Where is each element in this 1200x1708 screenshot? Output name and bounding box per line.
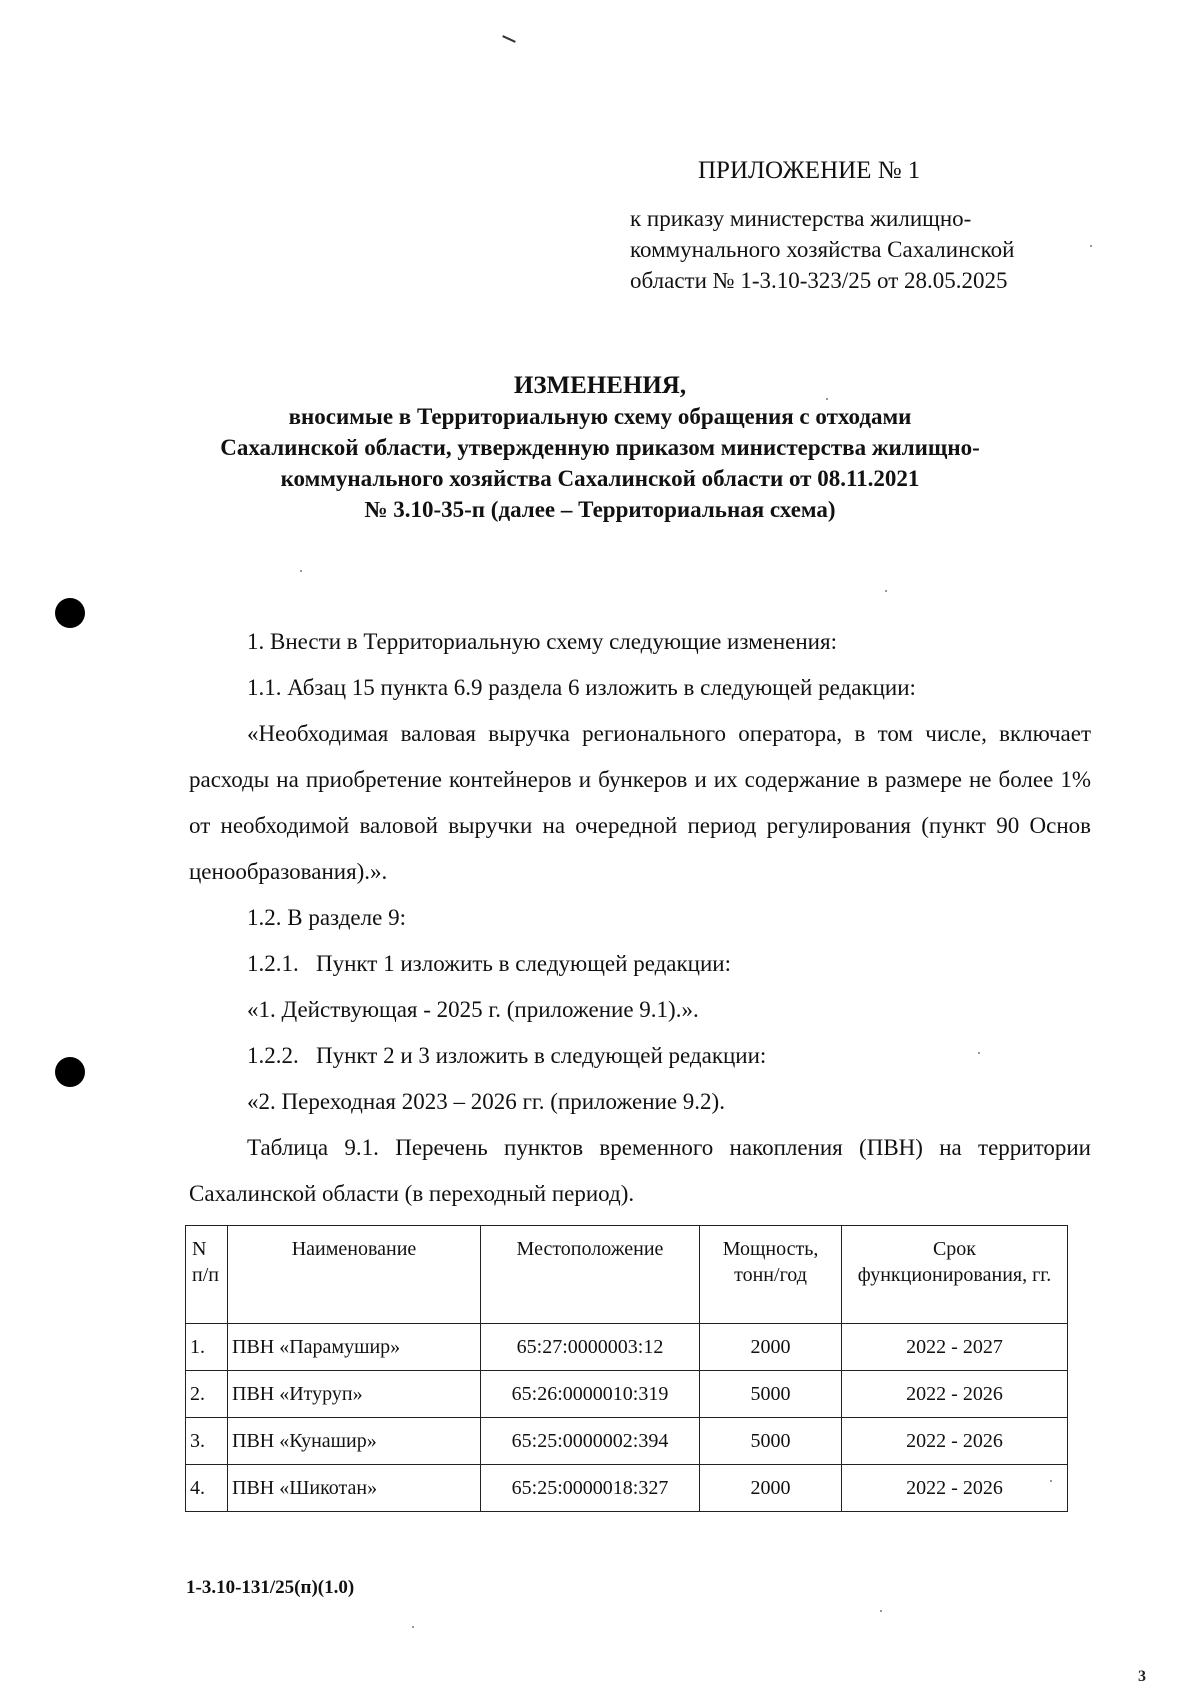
cell-num: 2. [186, 1371, 228, 1418]
scan-speck [885, 590, 887, 592]
page-mark: 3 [1138, 1668, 1146, 1685]
table-row [186, 1418, 1068, 1465]
paragraph-quote-1: «1. Действующая - 2025 г. (приложение 9.1).». [247, 997, 699, 1022]
heading-line: № 3.10-35-п (далее – Территориальная схема) [364, 497, 836, 522]
header-location: Местоположение [481, 1226, 700, 1324]
cell-name: ПВН «Итуруп» [228, 1371, 481, 1418]
document-heading [150, 370, 1050, 525]
paragraph-1-1: 1.1. Абзац 15 пункта 6.9 раздела 6 изложить в следующей редакции: [247, 675, 916, 700]
paragraph-1: 1. Внести в Территориальную схему следующие изменения: [247, 629, 837, 654]
table-header-row [186, 1226, 1068, 1324]
appendix-reference-line: коммунального хозяйства Сахалинской [630, 237, 1015, 262]
cell-name: ПВН «Парамушир» [228, 1324, 481, 1371]
cell-location: 65:25:0000018:327 [481, 1465, 700, 1512]
cell-num: 3. [186, 1418, 228, 1465]
paragraph-quote: «Необходимая валовая выручка регионального оператора, в том числе, включает расходы на приобретение контейнеров и бункеров и их содержание в размере не более 1% от необходимой валовой выручки на очередной период регулирования (пункт 90 Основ ценообразования).». [189, 721, 1091, 884]
header-name: Наименование [228, 1226, 481, 1324]
cell-name: ПВН «Кунашир» [228, 1418, 481, 1465]
table-row [186, 1465, 1068, 1512]
cell-num: 1. [186, 1324, 228, 1371]
heading-line: Сахалинской области, утвержденную приказом министерства жилищно- [220, 435, 980, 460]
cell-capacity: 5000 [700, 1371, 842, 1418]
cell-location: 65:25:0000002:394 [481, 1418, 700, 1465]
cell-capacity: 2000 [700, 1465, 842, 1512]
cell-term: 2022 - 2027 [842, 1324, 1068, 1371]
document-body [189, 619, 1091, 1217]
cell-name: ПВН «Шикотан» [228, 1465, 481, 1512]
paragraph-1-2: 1.2. В разделе 9: [247, 905, 406, 930]
table-row [186, 1324, 1068, 1371]
scan-speck [300, 570, 302, 572]
paragraph-1-2-1: 1.2.1. Пункт 1 изложить в следующей редакции: [247, 951, 731, 976]
heading-main: ИЗМЕНЕНИЯ, [513, 372, 687, 399]
cell-term: 2022 - 2026 [842, 1418, 1068, 1465]
header-capacity: Мощность, тонн/год [700, 1226, 842, 1324]
cell-location: 65:26:0000010:319 [481, 1371, 700, 1418]
appendix-reference [630, 203, 1100, 296]
scan-speck [1050, 1480, 1052, 1482]
paragraph-quote-2: «2. Переходная 2023 – 2026 гг. (приложение 9.2). [247, 1089, 725, 1114]
table-caption: Таблица 9.1. Перечень пунктов временного накопления (ПВН) на территории Сахалинской области (в переходный период). [189, 1135, 1091, 1206]
cell-capacity: 5000 [700, 1418, 842, 1465]
scan-speck [412, 1626, 414, 1628]
paragraph-1-2-2: 1.2.2. Пункт 2 и 3 изложить в следующей редакции: [247, 1043, 767, 1068]
scan-speck [826, 398, 828, 400]
heading-line: вносимые в Территориальную схему обращения с отходами [288, 404, 912, 429]
header-term: Срок функционирования, гг. [842, 1226, 1068, 1324]
punch-hole [55, 598, 85, 628]
scan-artifact [502, 35, 516, 43]
table-row [186, 1371, 1068, 1418]
punch-hole [55, 1057, 85, 1087]
heading-line: коммунального хозяйства Сахалинской области от 08.11.2021 [280, 466, 920, 491]
document-code: 1-3.10-131/25(п)(1.0) [186, 1577, 355, 1598]
cell-term: 2022 - 2026 [842, 1465, 1068, 1512]
header-num: N п/п [186, 1226, 228, 1324]
appendix-reference-line: к приказу министерства жилищно- [630, 206, 972, 231]
scan-speck [880, 1610, 882, 1612]
cell-location: 65:27:0000003:12 [481, 1324, 700, 1371]
appendix-reference-line: области № 1-3.10-323/25 от 28.05.2025 [630, 268, 1008, 293]
cell-num: 4. [186, 1465, 228, 1512]
pvn-table [185, 1225, 1068, 1512]
cell-term: 2022 - 2026 [842, 1371, 1068, 1418]
appendix-title: ПРИЛОЖЕНИЕ № 1 [698, 157, 921, 184]
scan-speck [1090, 245, 1092, 247]
scan-speck [978, 1052, 980, 1054]
cell-capacity: 2000 [700, 1324, 842, 1371]
